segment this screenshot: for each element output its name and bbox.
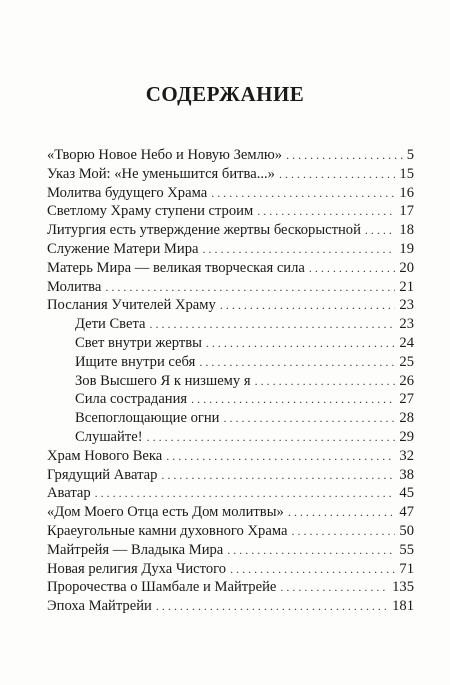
toc-entry: [47, 466, 414, 485]
toc-entry-label: Литургия есть утверждение жертвы бескорыстной: [47, 222, 361, 239]
toc-entry: [47, 184, 414, 203]
toc-entry-label: Сила сострадания: [75, 391, 188, 408]
dot-leader: [224, 409, 396, 428]
toc-entry-page: 23: [399, 316, 414, 333]
toc-entry: [47, 597, 414, 616]
toc-entry-label: Свет внутри жертвы: [75, 334, 202, 351]
toc-entry-label: Аватар: [47, 485, 91, 502]
toc-subentry: [47, 372, 414, 391]
dot-leader: [161, 466, 395, 485]
toc-entry-label: Пророчества о Шамбале и Майтрейе: [47, 579, 277, 596]
toc-entry-label: Краеугольные камни духовного Храма: [47, 522, 288, 539]
toc-entry-label: Ищите внутри себя: [75, 353, 196, 370]
toc-subentry: [47, 428, 414, 447]
toc-entry: [47, 221, 414, 240]
toc-entry-label: Майтрейя — Владыка Мира: [47, 541, 224, 558]
toc-entry: [47, 484, 414, 503]
toc-entry-page: 17: [399, 203, 414, 220]
toc-entry-label: Новая религия Духа Чистого: [47, 560, 227, 577]
toc-entry-page: 32: [399, 447, 414, 464]
toc-entry-page: 23: [399, 297, 414, 314]
toc-entry-page: 15: [399, 165, 414, 182]
toc-entry-page: 16: [399, 184, 414, 201]
dot-leader: [365, 221, 396, 240]
toc-entry-page: 21: [399, 278, 414, 295]
toc-entry-page: 19: [399, 240, 414, 257]
dot-leader: [156, 597, 388, 616]
dot-leader: [150, 315, 396, 334]
toc-entry-page: 25: [399, 353, 414, 370]
toc-entry: [47, 578, 414, 597]
toc-entry-label: Послания Учителей Храму: [47, 297, 216, 314]
dot-leader: [291, 522, 395, 541]
toc-entry-page: 5: [406, 147, 414, 163]
toc-entry-page: 27: [399, 391, 414, 408]
toc-entry-page: 20: [399, 259, 414, 276]
table-of-contents: [47, 146, 414, 616]
toc-entry-page: 24: [399, 334, 414, 351]
toc-entry-label: Служение Матери Мира: [47, 240, 199, 257]
toc-entry-page: 181: [392, 598, 414, 615]
toc-entry: [47, 259, 414, 278]
toc-entry: [47, 560, 414, 579]
toc-entry-label: «Творю Новое Небо и Новую Землю»: [47, 147, 283, 163]
dot-leader: [191, 390, 395, 409]
toc-entry-page: 71: [399, 560, 414, 577]
dot-leader: [279, 165, 395, 184]
dot-leader: [286, 146, 403, 165]
toc-entry-label: Слушайте!: [75, 428, 143, 445]
dot-leader: [227, 541, 395, 560]
dot-leader: [95, 484, 396, 503]
toc-entry: [47, 522, 414, 541]
dot-leader: [230, 560, 395, 579]
toc-entry: [47, 541, 414, 560]
dot-leader: [166, 447, 395, 466]
dot-leader: [255, 372, 396, 391]
toc-entry-page: 18: [399, 222, 414, 239]
toc-entry-label: Светлому Храму ступени строим: [47, 203, 254, 220]
toc-entry-page: 38: [399, 466, 414, 483]
dot-leader: [220, 296, 396, 315]
toc-entry-page: 29: [399, 428, 414, 445]
toc-entry-label: Матерь Мира — великая творческая сила: [47, 259, 305, 276]
dot-leader: [202, 240, 395, 259]
dot-leader: [105, 278, 395, 297]
dot-leader: [206, 334, 396, 353]
toc-entry: [47, 296, 414, 315]
toc-subentry: [47, 390, 414, 409]
toc-entry: [47, 278, 414, 297]
toc-entry-page: 26: [399, 372, 414, 389]
toc-entry-label: Грядущий Аватар: [47, 466, 158, 483]
toc-entry: [47, 503, 414, 522]
toc-subentry: [47, 409, 414, 428]
toc-entry: [47, 146, 414, 165]
toc-subentry: [47, 315, 414, 334]
toc-entry: [47, 240, 414, 259]
toc-entry: [47, 165, 414, 184]
toc-subentry: [47, 334, 414, 353]
dot-leader: [211, 184, 395, 203]
dot-leader: [280, 578, 388, 597]
toc-entry-label: Молитва будущего Храма: [47, 184, 208, 201]
dot-leader: [257, 202, 395, 221]
toc-entry-page: 50: [399, 522, 414, 539]
toc-entry-label: Дети Света: [75, 316, 146, 333]
toc-entry-page: 55: [399, 541, 414, 558]
dot-leader: [147, 428, 396, 447]
toc-subentry: [47, 353, 414, 372]
dot-leader: [288, 503, 396, 522]
page-title: СОДЕРЖАНИЕ: [145, 82, 305, 106]
toc-entry-page: 28: [399, 410, 414, 427]
toc-entry-label: Храм Нового Века: [47, 447, 163, 464]
toc-entry-label: «Дом Моего Отца есть Дом молитвы»: [47, 504, 284, 521]
toc-entry-page: 135: [392, 579, 414, 596]
toc-entry-page: 45: [399, 485, 414, 502]
toc-entry-label: Молитва: [47, 278, 102, 295]
toc-entry-label: Эпоха Майтрейи: [47, 598, 152, 615]
toc-entry-label: Зов Высшего Я к низшему я: [75, 372, 251, 389]
dot-leader: [309, 259, 396, 278]
toc-entry-page: 47: [399, 504, 414, 521]
toc-entry-label: Указ Мой: «Не уменьшится битва...»: [47, 165, 275, 182]
dot-leader: [199, 353, 395, 372]
toc-entry: [47, 202, 414, 221]
toc-entry: [47, 447, 414, 466]
toc-entry-label: Всепоглощающие огни: [75, 410, 220, 427]
